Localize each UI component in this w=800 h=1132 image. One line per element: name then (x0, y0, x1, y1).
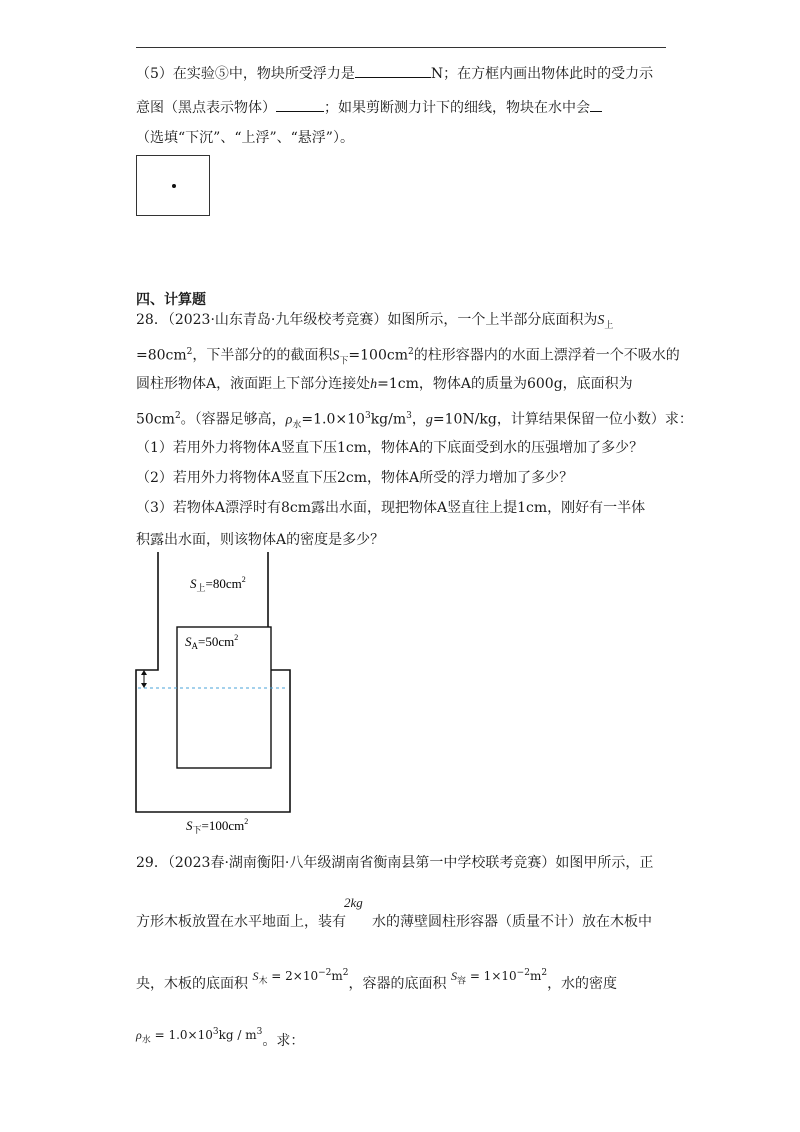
q28-part-3b: 积露出水面，则该物体A的密度是多少？ (136, 532, 385, 548)
q28-line-1 (136, 310, 613, 336)
q29-mass: 2kg (344, 895, 363, 910)
section-title: 四、计算题 (136, 292, 206, 308)
q28-text: 圆柱形物体A，液面距上下部分连接处 (136, 376, 371, 392)
superscript: 2 (408, 347, 414, 357)
q28-part-3a: （3）若物体A漂浮时有8cm露出水面，现把物体A竖直往上提1cm，刚好有一半体 (136, 500, 646, 516)
q5-text: 意图（黑点表示物体） (136, 100, 276, 116)
q28-text: =10N/kg，计算结果保留一位小数）求： (432, 411, 693, 428)
formula-s-container: $S_容 = 1\times 10^{-2}m^2$ (450, 968, 548, 987)
superscript: 2 (186, 347, 193, 357)
q28-line-2 (136, 342, 680, 371)
q5-text: （5）在实验⑤中，物块所受浮力是 (136, 66, 355, 82)
q28-text: ，下半部分的的截面积 (192, 347, 333, 364)
formula-g: g (425, 412, 433, 428)
q29-text: 央，木板的底面积 (136, 976, 248, 992)
q28-line-4 (136, 406, 693, 435)
superscript: 3 (406, 411, 412, 421)
q29-text: 方形木板放置在水平地面上，装有 (136, 914, 346, 930)
formula-S: S (597, 313, 605, 328)
subscript: 水 (292, 420, 302, 431)
object-dot (172, 184, 176, 188)
q5-line-3: （选填“下沉”、“上浮”、“悬浮”）。 (136, 130, 354, 146)
q29-text: 。求： (262, 1033, 305, 1049)
q28-part-1: （1）若用外力将物体A竖直下压1cm，物体A的下底面受到水的压强增加了多少？ (136, 440, 644, 456)
answer-blank[interactable] (276, 97, 324, 112)
subscript: 下 (339, 356, 349, 367)
answer-blank[interactable] (590, 97, 602, 112)
q28-text: kg/m (370, 411, 407, 428)
subscript: 上 (604, 320, 614, 331)
q29-text: ，容器的底面积 (348, 976, 447, 992)
q5-line-1 (136, 63, 653, 84)
q28-text: 。（容器足够高， (180, 411, 286, 428)
formula-h: h (370, 377, 378, 392)
label-s-a: $S_A=50cm^2$ (185, 633, 239, 651)
formula-S: S (332, 348, 340, 364)
q29-line-4 (136, 1028, 304, 1056)
formula-rho-water: $\rho_水 = 1.0\times 10^3kg / m^3$ (136, 1027, 263, 1046)
q5-text: ；如果剪断测力计下的细线，物块在水中会 (324, 100, 590, 116)
q28-text: 50cm (136, 411, 175, 428)
container-diagram (120, 548, 320, 838)
q28-text: 的柱形容器内的水面上漂浮着一个不吸水的 (413, 347, 680, 364)
top-divider (136, 47, 666, 48)
superscript: 3 (364, 411, 371, 421)
formula-rho: ρ (285, 412, 293, 428)
q29-text: 水的薄壁圆柱形容器（质量不计）放在木板中 (372, 914, 652, 930)
q29-line-3 (136, 968, 618, 999)
label-s-bottom: $S_下=100cm^2$ (186, 817, 249, 835)
superscript: 2 (174, 411, 181, 421)
q28-text: =80cm (136, 347, 187, 364)
q29-line-1: 29．（2023春·湖南衡阳·八年级湖南省衡南县第一中学校联考竞赛）如图甲所示，正 (136, 855, 654, 871)
q28-text: 28．（2023·山东青岛·九年级校考竞赛）如图所示，一个上半部分底面积为 (136, 312, 598, 328)
label-s-top: $S_上=80cm^2$ (190, 575, 246, 593)
q29-text: ，水的密度 (547, 976, 618, 992)
q5-line-2 (136, 97, 602, 118)
q28-text: =1.0×10 (301, 411, 365, 428)
answer-blank[interactable] (355, 63, 431, 78)
formula-s-wood: $S_木 = 2\times 10^{-2}m^2$ (252, 968, 349, 987)
h-arrow (141, 670, 147, 688)
q29-line-2 (136, 912, 652, 932)
q28-text: ， (411, 411, 426, 428)
q28-text: =100cm (348, 347, 408, 364)
force-diagram-box[interactable] (136, 155, 210, 216)
q28-text: =1cm，物体A的质量为600g，底面积为 (377, 376, 633, 392)
q28-line-3 (136, 374, 633, 395)
q28-part-2: （2）若用外力将物体A竖直下压2cm，物体A所受的浮力增加了多少？ (136, 470, 574, 486)
q5-text: N；在方框内画出物体此时的受力示 (430, 66, 654, 82)
